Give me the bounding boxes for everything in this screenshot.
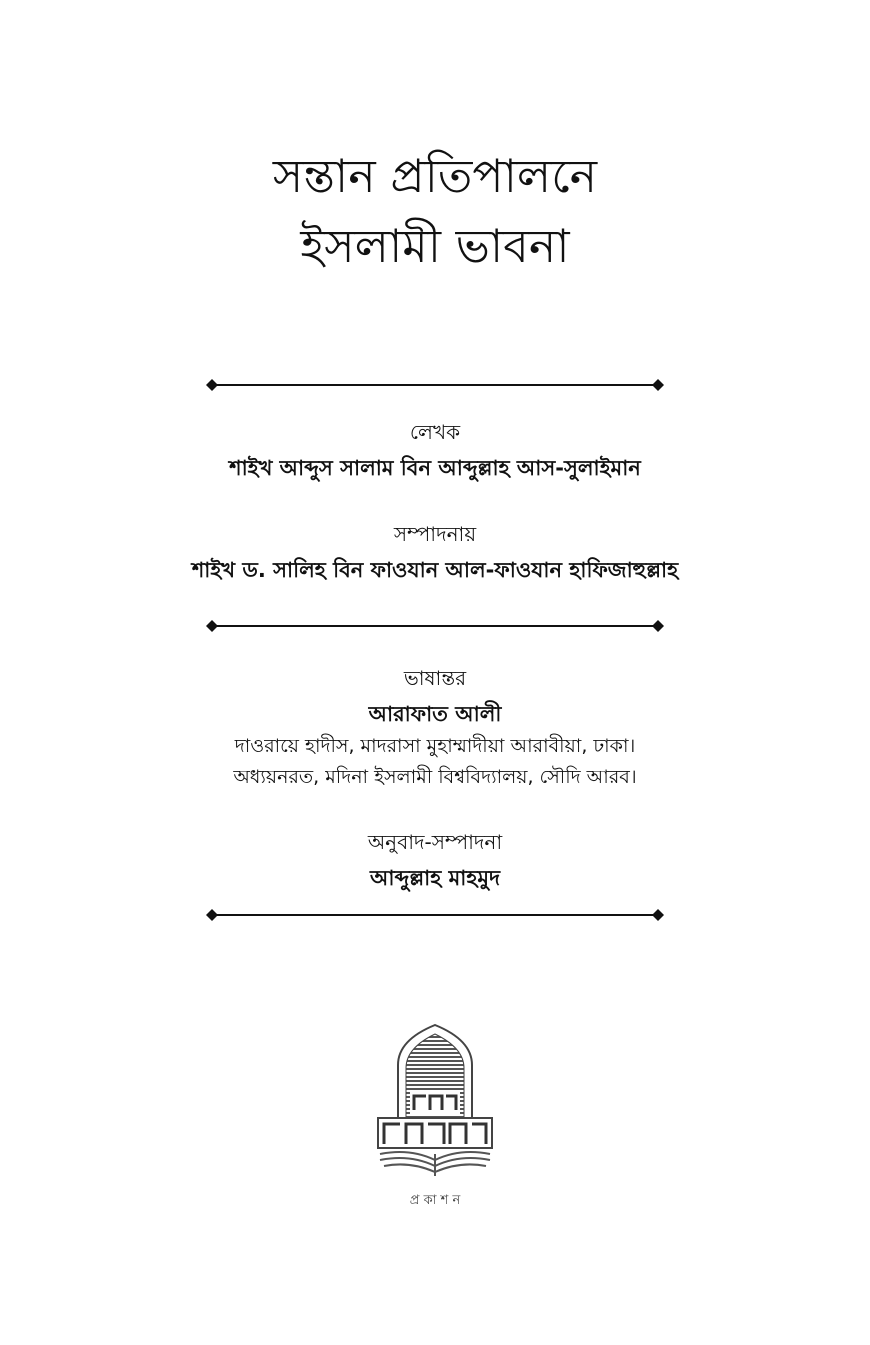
author-name: শাইখ আব্দুস সালাম বিন আব্দুল্লাহ আস-সুলাইমান xyxy=(229,456,641,480)
divider-middle xyxy=(205,619,665,633)
translator-name: আরাফাত আলী xyxy=(368,702,502,726)
book-title-line-2: ইসলামী ভাবনা xyxy=(300,219,570,273)
publisher-caption: প্র কা শ ন xyxy=(409,1193,461,1208)
translator-label: ভাষান্তর xyxy=(403,666,467,690)
divider-top xyxy=(205,378,665,392)
publisher-logo-icon xyxy=(370,1020,500,1208)
author-label: লেখক xyxy=(409,420,461,444)
editor-label: সম্পাদনায় xyxy=(393,522,477,546)
editor-name: শাইখ ড. সালিহ বিন ফাওযান আল-ফাওযান হাফিজাহুল্লাহ xyxy=(191,558,679,582)
book-title xyxy=(0,146,870,276)
translator-detail-2: অধ্যয়নরত, মদিনা ইসলামী বিশ্ববিদ্যালয়, সৌদি আরব। xyxy=(233,766,637,788)
divider-bottom xyxy=(205,908,665,922)
book-title-line-1: সন্তান প্রতিপালনে xyxy=(272,149,598,203)
translation-editor-label: অনুবাদ-সম্পাদনা xyxy=(367,830,503,854)
translator-detail-1: দাওরায়ে হাদীস, মাদরাসা মুহাম্মাদীয়া আরাবীয়া, ঢাকা। xyxy=(234,735,636,757)
translation-editor-name: আব্দুল্লাহ মাহমুদ xyxy=(369,866,501,890)
